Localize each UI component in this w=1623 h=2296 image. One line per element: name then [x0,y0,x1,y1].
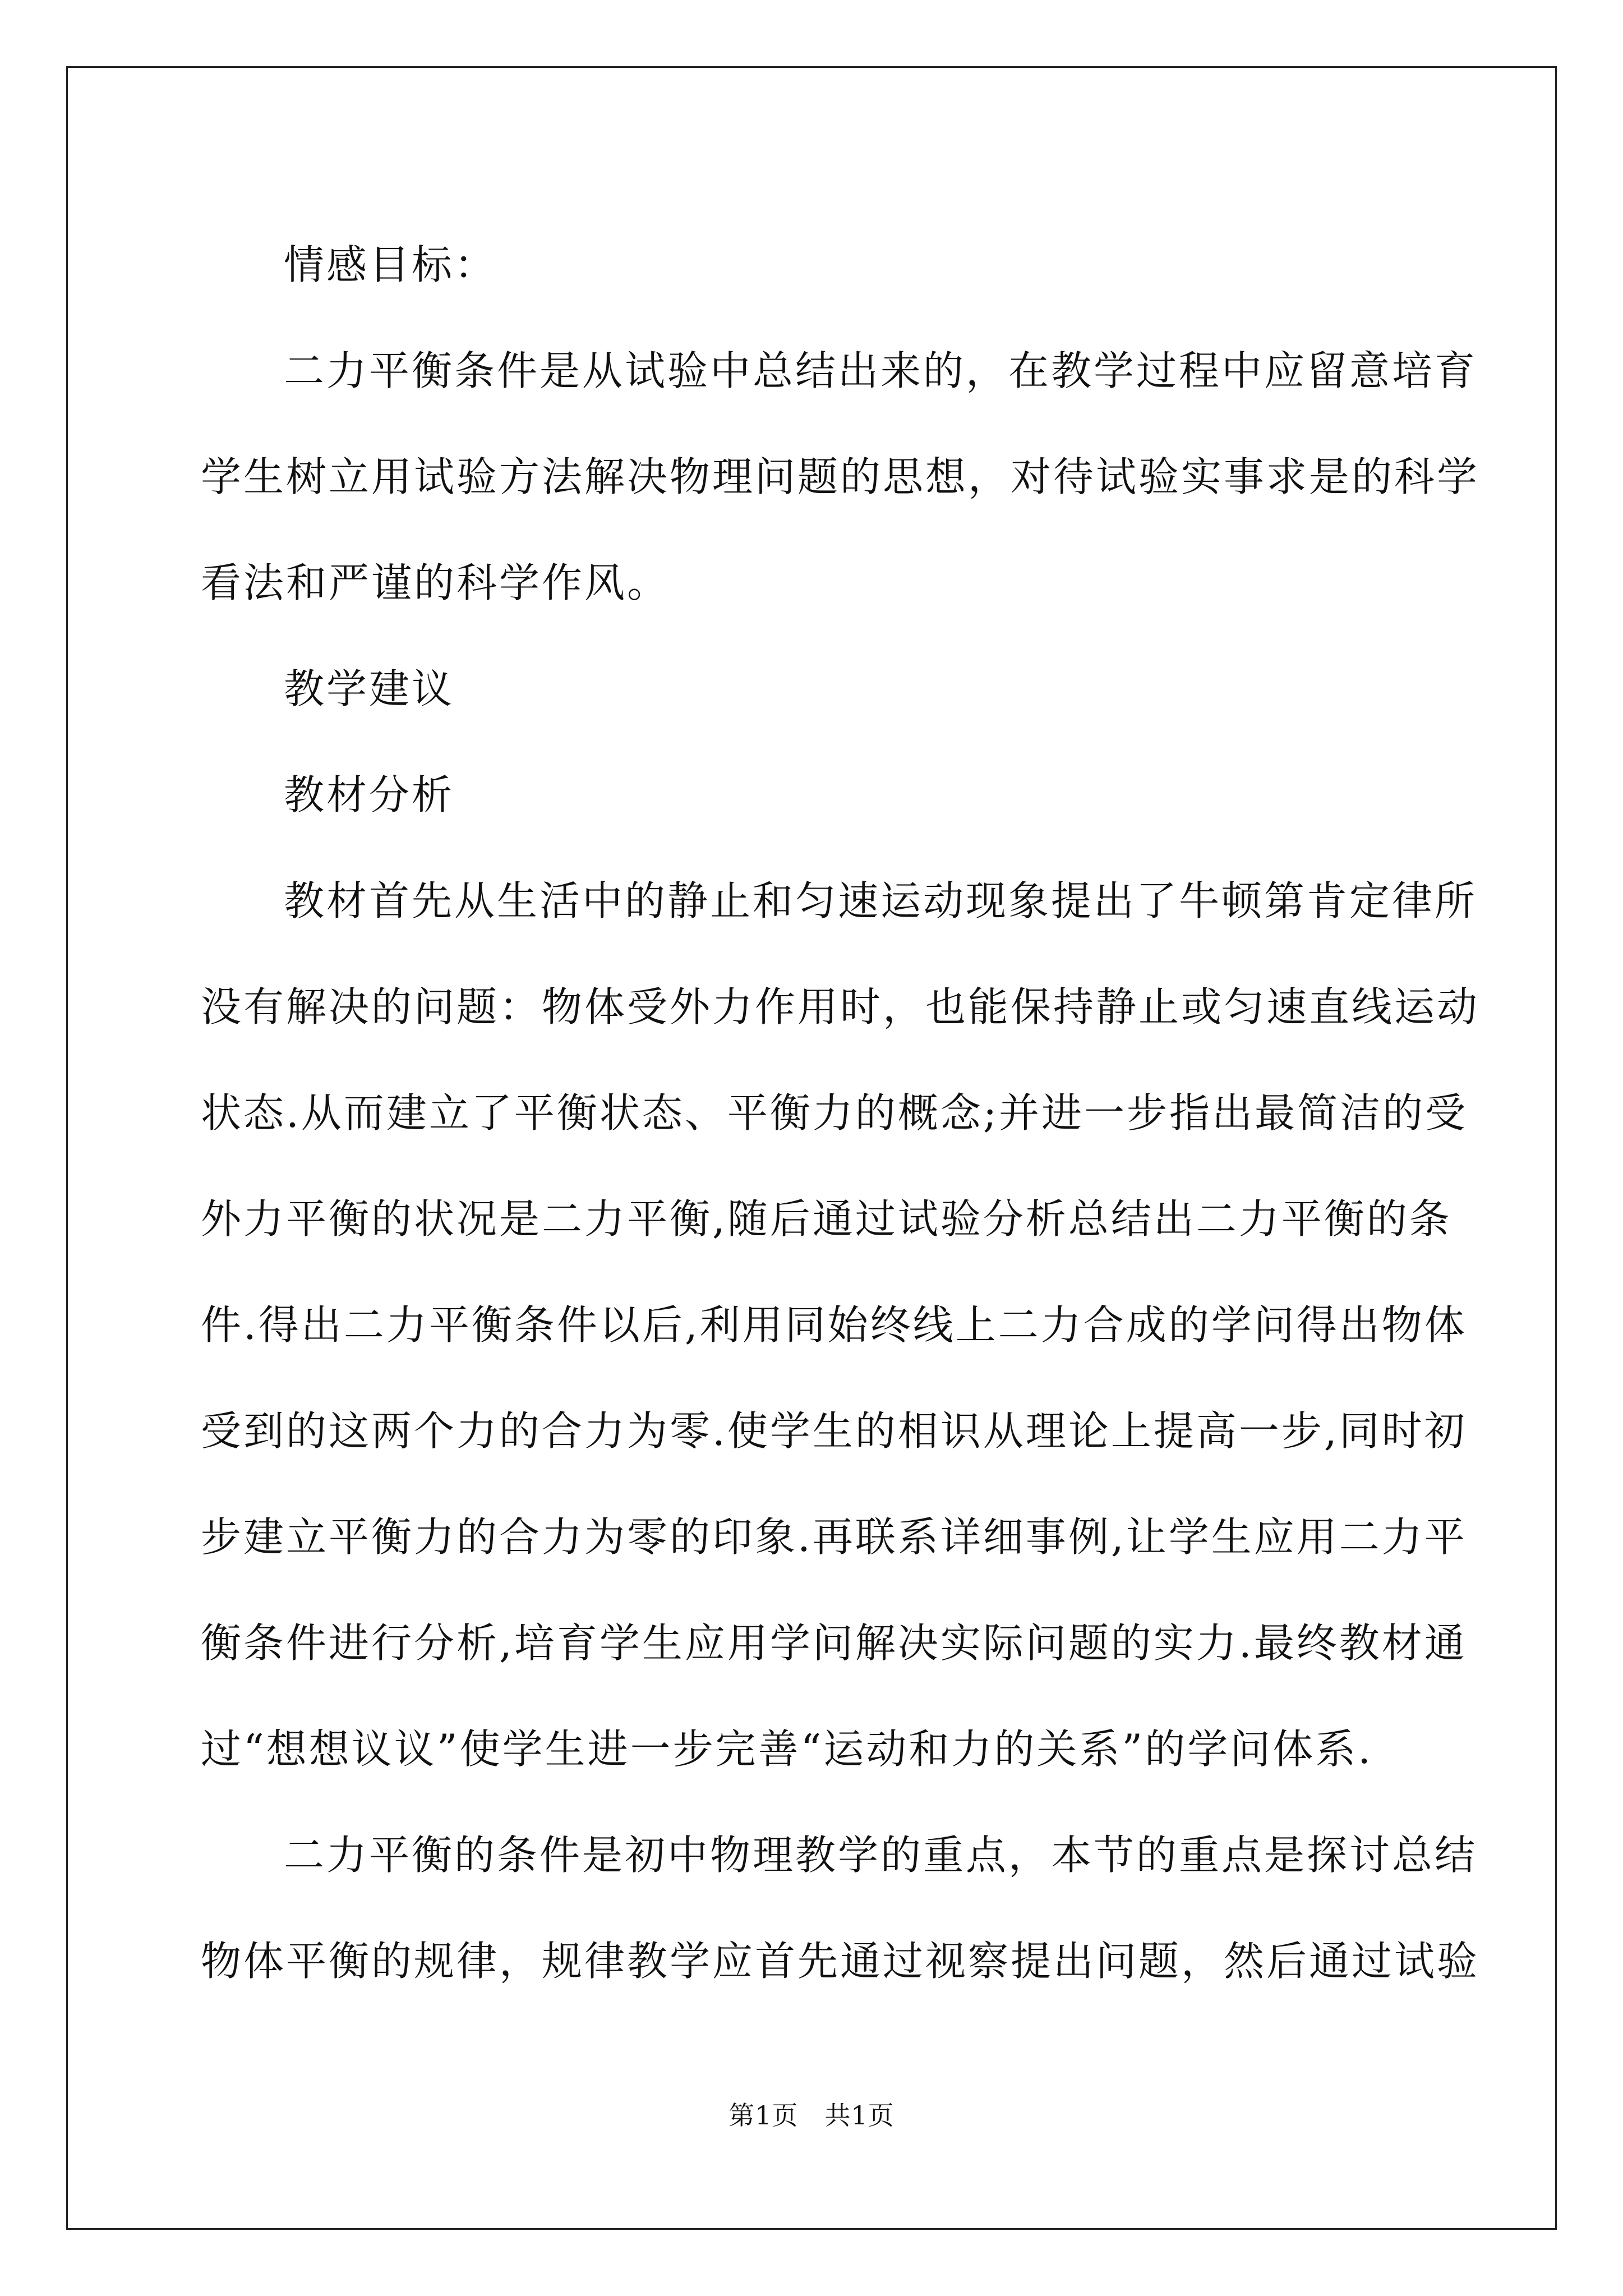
paragraph-material [201,848,1480,1802]
paragraph-line: 没有解决的问题：物体受外力作用时，也能保持静止或匀速直线运动 [201,983,1480,1030]
paragraph-line: 步建立平衡力的合力为零的印象.再联系详细事例,让学生应用二力平 [201,1513,1467,1561]
paragraph-line: 二力平衡条件是从试验中总结出来的，在教学过程中应留意培育 [284,347,1478,394]
paragraph-emotion [201,318,1480,636]
paragraph-line: 受到的这两个力的合力为零.使学生的相识从理论上提高一步,同时初 [201,1407,1467,1455]
paragraph-line: 衡条件进行分析,培育学生应用学问解决实际问题的实力.最终教材通 [201,1619,1467,1667]
paragraph-line: 看法和严谨的科学作风。 [201,559,670,606]
paragraph-line: 过“想想议议”使学生进一步完善“运动和力的关系”的学问体系. [201,1726,1373,1773]
paragraph-key-point [201,1802,1480,2014]
heading-teaching-suggestion: 教学建议 [284,665,455,712]
paragraph-line: 二力平衡的条件是初中物理教学的重点，本节的重点是探讨总结 [284,1832,1478,1879]
paragraph-line: 件.得出二力平衡条件以后,利用同始终线上二力合成的学问得出物体 [201,1301,1467,1349]
paragraph-line: 状态.从而建立了平衡状态、平衡力的概念;并进一步指出最简洁的受 [201,1089,1468,1137]
paragraph-line: 物体平衡的规律，规律教学应首先通过视察提出问题，然后通过试验 [201,1938,1480,1985]
heading-emotion-goal: 情感目标： [284,241,497,288]
paragraph-line: 教材首先从生活中的静止和匀速运动现象提出了牛顿第肯定律所 [284,877,1478,924]
heading-material-analysis: 教材分析 [284,771,455,818]
paragraph-line: 学生树立用试验方法解决物理问题的思想，对待试验实事求是的科学 [201,453,1480,500]
page-footer: 第1页 共1页 [728,2100,895,2131]
paragraph-line: 外力平衡的状况是二力平衡,随后通过试验分析总结出二力平衡的条 [201,1195,1452,1243]
document-body [201,212,1480,2014]
